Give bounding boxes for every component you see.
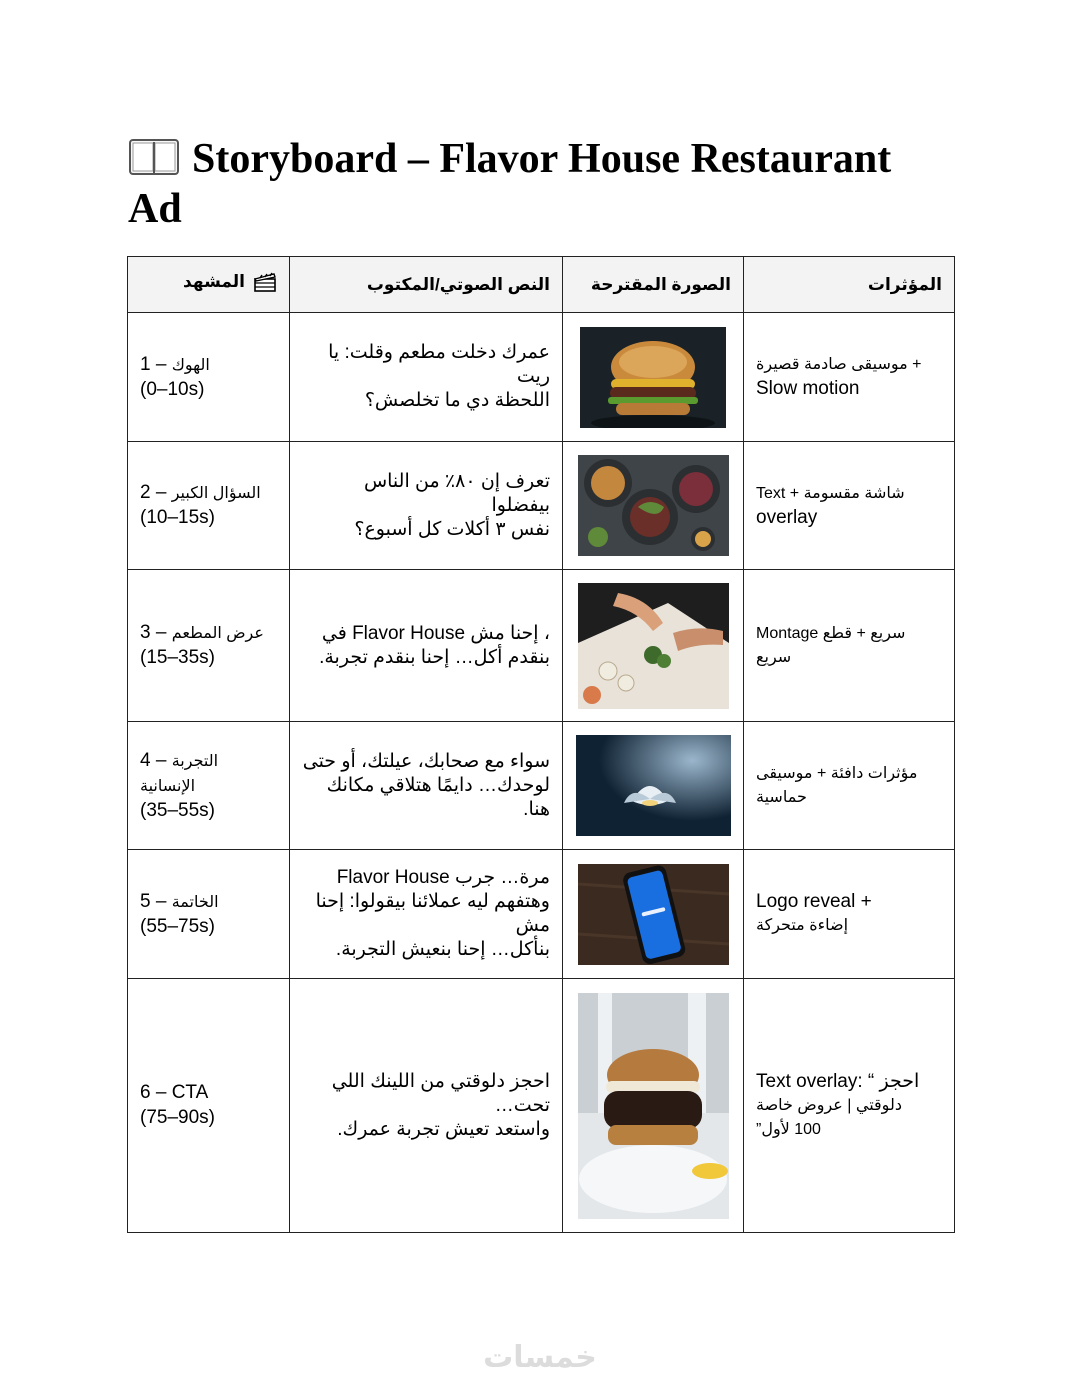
cue-line: دلوقتي | عروض خاصة	[756, 1096, 902, 1114]
cue-line: Logo reveal +	[756, 891, 872, 912]
scene-name: التجربة الإنسانية	[140, 752, 219, 795]
table-row	[128, 979, 955, 1233]
scene-cell	[128, 722, 290, 850]
voiceover-cell	[290, 570, 563, 722]
table-row	[128, 570, 955, 722]
cues-cell	[744, 313, 955, 442]
cue-line: overlay	[756, 506, 818, 528]
voiceover-line: سواء مع صحابك، عيلتك، أو حتى	[302, 750, 550, 772]
salad-bowls-photo-icon	[578, 455, 729, 556]
cues-cell	[744, 570, 955, 722]
image-cell	[563, 850, 744, 979]
burger-closeup-photo-icon	[578, 993, 729, 1219]
burger-photo-icon	[580, 327, 726, 428]
scene-cell	[128, 850, 290, 979]
lotus-photo-icon	[576, 735, 731, 836]
header-cues: المؤثرات	[744, 257, 955, 313]
storyboard-table	[127, 256, 955, 1233]
scene-name: الهوك	[171, 356, 210, 374]
scene-time: (15–35s)	[140, 647, 215, 668]
scene-time: (0–10s)	[140, 378, 205, 400]
voiceover-line: تعرف إن ٨٠٪ من الناس بيفضلوا	[363, 470, 550, 516]
table-row	[128, 722, 955, 850]
title-text: Storyboard – Flavor House Restaurant Ad	[128, 136, 892, 232]
voiceover-line: لوحدك… دايمًا هتلاقي مكانك هنا.	[326, 774, 550, 820]
scene-time: (75–90s)	[140, 1107, 215, 1128]
cue-line: إضاءة متحركة	[756, 917, 849, 934]
cue-line: Slow motion	[756, 378, 860, 399]
cues-cell	[744, 442, 955, 570]
header-scene-label: المشهد	[183, 271, 245, 291]
table-row	[128, 850, 955, 979]
cue-line: سريع + قطع Montage	[756, 624, 906, 642]
cues-cell	[744, 850, 955, 979]
header-scene	[128, 257, 290, 313]
voiceover-cell	[290, 442, 563, 570]
voiceover-cell	[290, 313, 563, 442]
image-cell	[563, 722, 744, 850]
clapperboard-icon	[253, 271, 277, 293]
scene-cell	[128, 313, 290, 442]
voiceover-line: نفس ٣ أكلات كل أسبوع؟	[354, 518, 550, 540]
scene-number: 1 –	[140, 353, 167, 375]
phone-booking-photo-icon	[578, 864, 729, 965]
voiceover-line: ، إحنا مش Flavor House في	[321, 622, 550, 644]
cues-cell	[744, 979, 955, 1233]
header-image: الصورة المقترحة	[563, 257, 744, 313]
image-cell	[563, 979, 744, 1233]
table-header-row	[128, 257, 955, 313]
voiceover-cell	[290, 722, 563, 850]
cue-line: Text overlay: “ احجز	[756, 1070, 920, 1092]
scene-cell	[128, 442, 290, 570]
scene-number: 2 –	[140, 482, 167, 503]
scene-number: 6 – CTA	[140, 1082, 209, 1103]
scene-time: (10–15s)	[140, 507, 215, 528]
voiceover-line: اللحظة دي ما تخلصش؟	[364, 390, 550, 411]
cue-line: + موسيقى صادمة قصيرة	[756, 356, 922, 373]
voiceover-line: بنأكل… إحنا بنعيش التجربة.	[335, 939, 550, 960]
voiceover-line: مرة… جرب Flavor House	[336, 867, 550, 888]
image-cell	[563, 570, 744, 722]
table-row	[128, 442, 955, 570]
scene-time: (55–75s)	[140, 915, 215, 937]
scene-cell	[128, 570, 290, 722]
cue-line: 100 لأول”	[756, 1120, 821, 1138]
header-voiceover: النص الصوتي/المكتوب	[290, 257, 563, 313]
voiceover-line: وهتفهم ليه عملائنا بيقولوا: إحنا مش	[315, 891, 550, 936]
cue-line: شاشة مقسومة + Text	[756, 484, 905, 502]
voiceover-cell	[290, 979, 563, 1233]
table-row	[128, 313, 955, 442]
cue-line: مؤثرات دافئة + موسيقى	[756, 764, 918, 782]
cue-line: سريع	[756, 648, 792, 666]
scene-number: 5 –	[140, 890, 167, 912]
voiceover-line: عمرك دخلت مطعم وقلت: يا ريت	[328, 342, 550, 387]
scene-number: 3 –	[140, 622, 167, 643]
chopping-board-photo-icon	[578, 583, 729, 709]
voiceover-line: بنقدم أكل… إحنا بنقدم تجربة.	[319, 646, 550, 668]
scene-name: الخاتمة	[171, 893, 219, 911]
voiceover-cell	[290, 850, 563, 979]
cue-line: حماسية	[756, 788, 807, 806]
scene-name: عرض المطعم	[171, 625, 264, 642]
scene-number: 4 –	[140, 749, 167, 771]
watermark: خمسات	[483, 1341, 597, 1374]
voiceover-line: واستعد تعيش تجربة عمرك.	[337, 1118, 550, 1140]
scene-cell	[128, 979, 290, 1233]
scene-time: (35–55s)	[140, 799, 215, 821]
scene-name: السؤال الكبير	[171, 485, 261, 502]
image-cell	[563, 313, 744, 442]
cues-cell	[744, 722, 955, 850]
open-book-icon	[128, 137, 180, 177]
document-title	[128, 134, 928, 234]
voiceover-line: احجز دلوقتي من اللينك اللي تحت…	[331, 1070, 550, 1116]
image-cell	[563, 442, 744, 570]
